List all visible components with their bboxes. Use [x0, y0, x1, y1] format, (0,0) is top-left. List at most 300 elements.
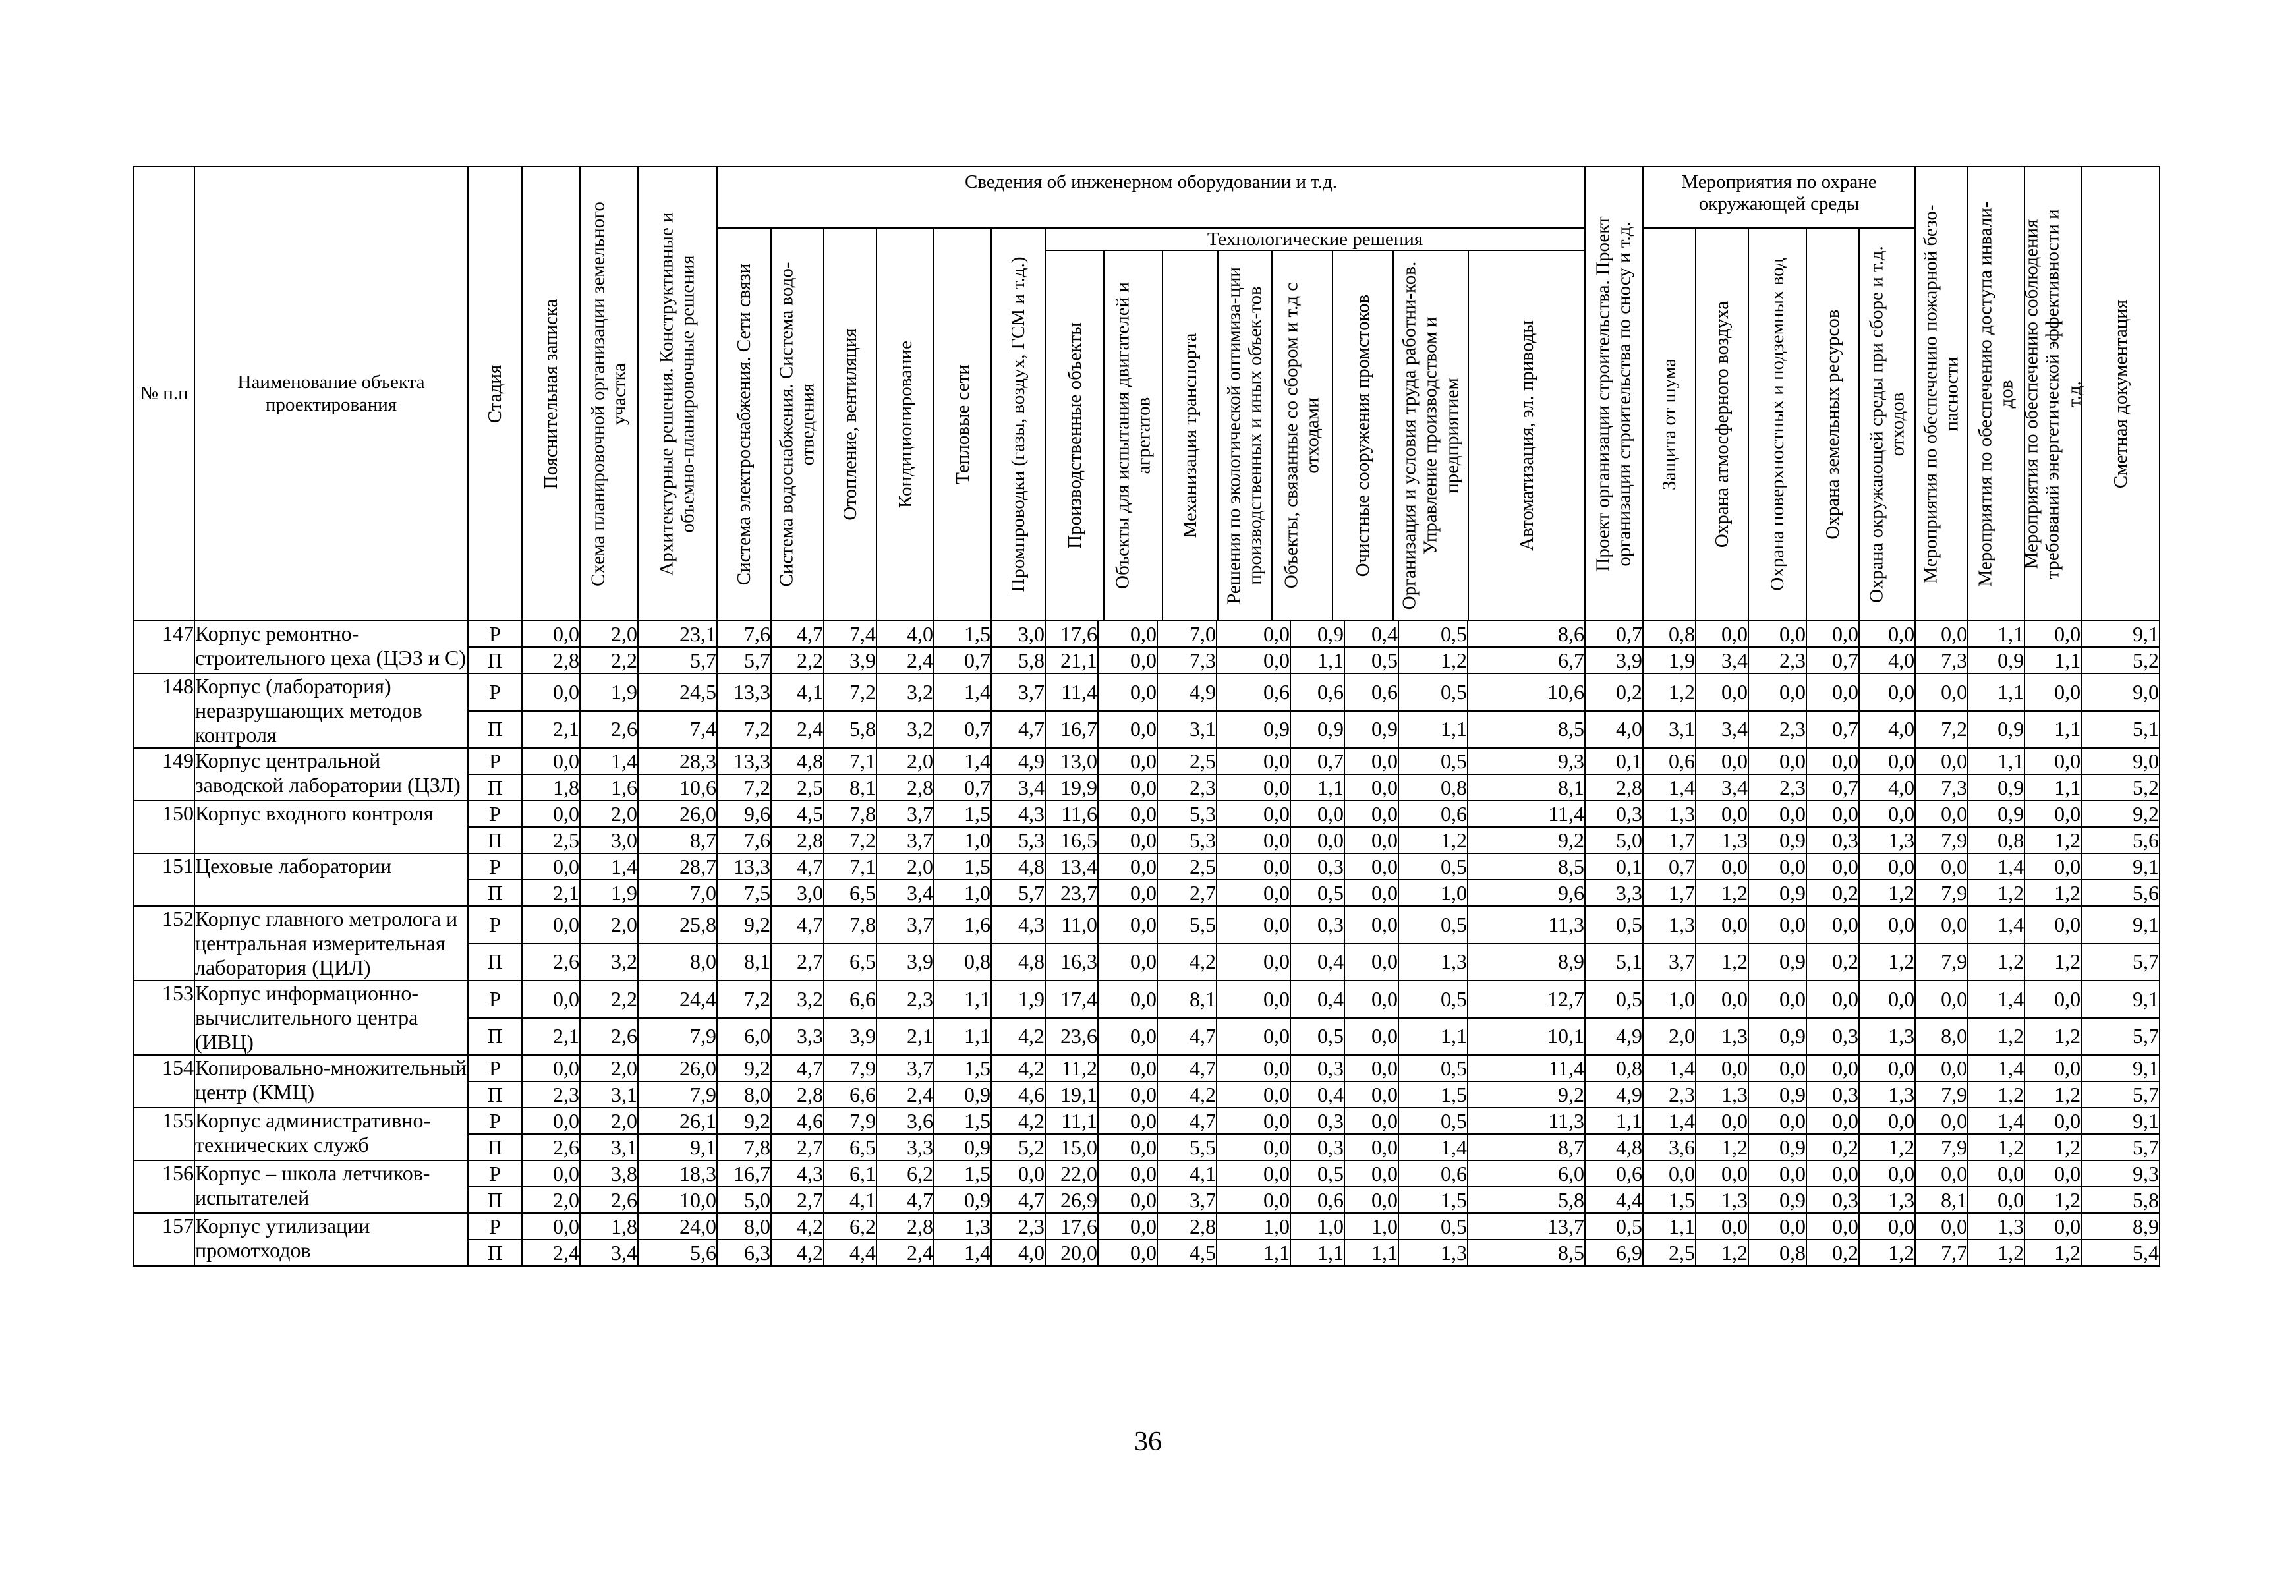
value-cell: 1,3 [934, 1213, 991, 1240]
value-cell: 3,7 [1157, 1187, 1217, 1213]
header-fire: Мероприятия по обеспечению пожарной безо-пасности [1915, 167, 1968, 621]
value-cell: 0,5 [1585, 906, 1643, 944]
value-cell: 0,9 [1748, 1187, 1806, 1213]
value-cell: 4,2 [991, 1018, 1045, 1056]
value-cell: 1,1 [1290, 647, 1344, 673]
value-cell: 4,0 [1859, 711, 1915, 749]
value-cell: 1,2 [1398, 647, 1468, 673]
value-cell: 1,3 [1696, 1081, 1748, 1108]
value-cell: 4,7 [771, 1055, 824, 1081]
value-cell: 1,2 [2024, 1081, 2081, 1108]
value-cell: 4,7 [991, 1187, 1045, 1213]
value-cell: 0,0 [522, 1160, 580, 1187]
value-cell: 1,1 [1290, 774, 1344, 801]
value-cell: 0,0 [1748, 621, 1806, 647]
value-cell: 0,0 [1217, 944, 1290, 981]
value-cell: 5,7 [2081, 1018, 2160, 1056]
value-cell: 4,4 [1585, 1187, 1643, 1213]
value-cell: 1,9 [580, 880, 638, 906]
value-cell: 17,4 [1045, 981, 1098, 1018]
value-cell: 12,7 [1468, 981, 1585, 1018]
value-cell: 7,7 [1915, 1240, 1968, 1266]
value-cell: 4,3 [991, 801, 1045, 827]
value-cell: 9,6 [1468, 880, 1585, 906]
stage-cell: П [468, 944, 522, 981]
value-cell: 5,7 [717, 647, 771, 673]
value-cell: 10,1 [1468, 1018, 1585, 1056]
value-cell: 2,2 [580, 981, 638, 1018]
header-stage: Стадия [468, 167, 522, 621]
value-cell: 13,3 [717, 853, 771, 880]
value-cell: 4,7 [771, 853, 824, 880]
value-cell: 0,0 [1915, 801, 1968, 827]
value-cell: 1,2 [1968, 880, 2024, 906]
value-cell: 0,5 [1398, 853, 1468, 880]
table-row [134, 1160, 2160, 1187]
value-cell: 0,9 [1290, 711, 1344, 749]
value-cell: 0,0 [2024, 621, 2081, 647]
value-cell: 2,7 [771, 1187, 824, 1213]
value-cell: 3,4 [991, 774, 1045, 801]
value-cell: 16,7 [1045, 711, 1098, 749]
stage-cell: П [468, 1187, 522, 1213]
value-cell: 0,0 [1290, 801, 1344, 827]
value-cell: 2,8 [771, 827, 824, 853]
value-cell: 24,4 [638, 981, 717, 1018]
value-cell: 4,1 [771, 673, 824, 711]
value-cell: 9,2 [717, 1108, 771, 1134]
value-cell: 5,1 [2081, 711, 2160, 749]
value-cell: 6,5 [824, 944, 876, 981]
value-cell: 2,1 [522, 1018, 580, 1056]
value-cell: 1,0 [1344, 1213, 1398, 1240]
value-cell: 7,2 [824, 827, 876, 853]
header-heating: Отопление, вентиляция [824, 228, 876, 621]
header-construction-org: Проект организации строительства. Проект организации строительства по сносу и т.д. [1585, 167, 1643, 621]
header-energy: Мероприятия по обеспечению соблюдения требований энергетической эффективности и т.д. [2024, 167, 2081, 621]
value-cell: 15,0 [1045, 1134, 1098, 1160]
value-cell: 10,6 [638, 774, 717, 801]
value-cell: 2,6 [580, 1187, 638, 1213]
value-cell: 0,4 [1290, 1081, 1344, 1108]
value-cell: 0,0 [1217, 981, 1290, 1018]
value-cell: 4,0 [876, 621, 934, 647]
value-cell: 4,9 [1157, 673, 1217, 711]
value-cell: 0,0 [522, 748, 580, 774]
value-cell: 8,9 [1468, 944, 1585, 981]
value-cell: 1,1 [1398, 711, 1468, 749]
value-cell: 1,2 [1859, 1134, 1915, 1160]
value-cell: 5,5 [1157, 1134, 1217, 1160]
value-cell: 0,6 [1643, 748, 1696, 774]
header-water: Система водоснабжения. Система водо-отведения [771, 228, 824, 621]
row-number: 148 [134, 673, 194, 748]
value-cell: 2,5 [1157, 853, 1217, 880]
value-cell: 7,9 [1915, 1081, 1968, 1108]
value-cell: 5,3 [1157, 801, 1217, 827]
value-cell: 0,0 [1217, 906, 1290, 944]
value-cell: 0,6 [1344, 673, 1398, 711]
value-cell: 4,3 [771, 1160, 824, 1187]
value-cell: 0,8 [1398, 774, 1468, 801]
value-cell: 2,0 [522, 1187, 580, 1213]
value-cell: 9,0 [2081, 673, 2160, 711]
value-cell: 7,4 [824, 621, 876, 647]
value-cell: 4,2 [1157, 1081, 1217, 1108]
value-cell: 7,0 [1157, 621, 1217, 647]
value-cell: 3,4 [876, 880, 934, 906]
value-cell: 0,0 [1915, 1213, 1968, 1240]
header-water-protection: Охрана поверхностных и подземных вод [1748, 228, 1806, 621]
value-cell: 16,3 [1045, 944, 1098, 981]
value-cell: 5,5 [1157, 906, 1217, 944]
header-air: Охрана атмосферного воздуха [1696, 228, 1748, 621]
value-cell: 3,4 [1696, 774, 1748, 801]
row-number: 155 [134, 1108, 194, 1160]
value-cell: 5,3 [1157, 827, 1217, 853]
value-cell: 1,1 [934, 1018, 991, 1056]
value-cell: 0,9 [1748, 827, 1806, 853]
value-cell: 1,2 [2024, 880, 2081, 906]
value-cell: 0,0 [522, 906, 580, 944]
value-cell: 7,9 [1915, 944, 1968, 981]
value-cell: 2,6 [580, 1018, 638, 1056]
value-cell: 2,6 [580, 711, 638, 749]
value-cell: 1,0 [1217, 1213, 1290, 1240]
page-number: 36 [1134, 1427, 1162, 1457]
value-cell: 9,2 [1468, 1081, 1585, 1108]
value-cell: 2,8 [522, 647, 580, 673]
value-cell: 1,4 [934, 748, 991, 774]
header-waste-env: Охрана окружающей среды при сборе и т.д. отходов [1859, 228, 1915, 621]
value-cell: 0,0 [2024, 853, 2081, 880]
value-cell: 2,8 [876, 774, 934, 801]
value-cell: 8,1 [717, 944, 771, 981]
value-cell: 8,0 [1915, 1018, 1968, 1056]
header-labor: Организация и условия труда работни-ков. Управление производством и предприятием [1394, 251, 1469, 620]
value-cell: 0,0 [1915, 981, 1968, 1018]
value-cell: 0,0 [1696, 673, 1748, 711]
value-cell: 3,4 [1696, 647, 1748, 673]
value-cell: 4,8 [991, 944, 1045, 981]
value-cell: 0,0 [1806, 1160, 1859, 1187]
value-cell: 0,0 [1748, 673, 1806, 711]
value-cell: 4,9 [1585, 1081, 1643, 1108]
value-cell: 0,3 [1290, 1108, 1344, 1134]
value-cell: 19,1 [1045, 1081, 1098, 1108]
value-cell: 0,3 [1290, 1134, 1344, 1160]
value-cell: 7,0 [638, 880, 717, 906]
value-cell: 8,1 [1157, 981, 1217, 1018]
value-cell: 2,4 [876, 1240, 934, 1266]
row-number: 153 [134, 981, 194, 1055]
value-cell: 2,8 [1157, 1213, 1217, 1240]
value-cell: 11,1 [1045, 1108, 1098, 1134]
value-cell: 6,0 [1468, 1160, 1585, 1187]
value-cell: 0,0 [1098, 1213, 1157, 1240]
value-cell: 0,0 [1748, 1055, 1806, 1081]
value-cell: 24,5 [638, 673, 717, 711]
value-cell: 1,1 [2024, 711, 2081, 749]
value-cell: 0,4 [1290, 981, 1344, 1018]
value-cell: 0,2 [1806, 944, 1859, 981]
value-cell: 0,0 [1217, 621, 1290, 647]
value-cell: 1,4 [580, 853, 638, 880]
value-cell: 4,8 [1585, 1134, 1643, 1160]
value-cell: 5,2 [991, 1134, 1045, 1160]
value-cell: 9,1 [2081, 981, 2160, 1018]
header-ecology-opt: Решения по экологической оптимиза-ции производственных и иных объек-тов [1219, 251, 1273, 620]
stage-cell: Р [468, 853, 522, 880]
value-cell: 1,4 [934, 1240, 991, 1266]
value-cell: 0,0 [1344, 1134, 1398, 1160]
value-cell: 7,3 [1157, 647, 1217, 673]
value-cell: 8,7 [638, 827, 717, 853]
value-cell: 7,8 [824, 801, 876, 827]
value-cell: 2,0 [580, 1055, 638, 1081]
header-conditioning: Кондиционирование [876, 228, 934, 621]
value-cell: 4,0 [1585, 711, 1643, 749]
value-cell: 1,1 [1344, 1240, 1398, 1266]
table-row [134, 748, 2160, 774]
value-cell: 0,0 [1217, 1108, 1290, 1134]
value-cell: 3,2 [580, 944, 638, 981]
value-cell: 0,0 [1915, 853, 1968, 880]
value-cell: 0,0 [1859, 1108, 1915, 1134]
value-cell: 4,6 [991, 1081, 1045, 1108]
value-cell: 3,7 [876, 801, 934, 827]
value-cell: 13,3 [717, 673, 771, 711]
value-cell: 0,0 [1968, 1160, 2024, 1187]
value-cell: 0,0 [2024, 1160, 2081, 1187]
value-cell: 0,0 [1806, 981, 1859, 1018]
value-cell: 0,5 [1398, 748, 1468, 774]
value-cell: 3,0 [991, 621, 1045, 647]
value-cell: 0,6 [1290, 673, 1344, 711]
value-cell: 1,2 [1696, 880, 1748, 906]
value-cell: 1,1 [1585, 1108, 1643, 1134]
value-cell: 0,0 [1806, 1108, 1859, 1134]
value-cell: 5,7 [991, 880, 1045, 906]
value-cell: 3,8 [580, 1160, 638, 1187]
value-cell: 7,5 [717, 880, 771, 906]
value-cell: 2,1 [522, 880, 580, 906]
value-cell: 3,2 [771, 981, 824, 1018]
value-cell: 2,6 [522, 1134, 580, 1160]
value-cell: 0,0 [1098, 1055, 1157, 1081]
value-cell: 0,0 [1344, 906, 1398, 944]
value-cell: 0,0 [1806, 853, 1859, 880]
value-cell: 17,6 [1045, 1213, 1098, 1240]
value-cell: 0,0 [1344, 853, 1398, 880]
value-cell: 0,9 [1748, 1134, 1806, 1160]
value-cell: 8,5 [1468, 711, 1585, 749]
value-cell: 1,9 [1643, 647, 1696, 673]
value-cell: 0,0 [1344, 801, 1398, 827]
value-cell: 4,4 [824, 1240, 876, 1266]
value-cell: 0,5 [1398, 1108, 1468, 1134]
value-cell: 2,7 [1157, 880, 1217, 906]
value-cell: 0,3 [1806, 827, 1859, 853]
object-name: Корпус центральной заводской лаборатории (ЦЗЛ) [194, 748, 468, 801]
value-cell: 23,1 [638, 621, 717, 647]
value-cell: 3,9 [824, 647, 876, 673]
value-cell: 1,5 [934, 1160, 991, 1187]
value-cell: 0,9 [934, 1187, 991, 1213]
value-cell: 2,8 [1585, 774, 1643, 801]
value-cell: 7,9 [824, 1108, 876, 1134]
value-cell: 24,0 [638, 1213, 717, 1240]
value-cell: 8,5 [1468, 1240, 1585, 1266]
value-cell: 4,5 [771, 801, 824, 827]
value-cell: 26,9 [1045, 1187, 1098, 1213]
value-cell: 0,0 [1344, 1081, 1398, 1108]
value-cell: 1,1 [1643, 1213, 1696, 1240]
value-cell: 1,2 [1696, 944, 1748, 981]
value-cell: 2,3 [1643, 1081, 1696, 1108]
value-cell: 13,4 [1045, 853, 1098, 880]
value-cell: 6,7 [1468, 647, 1585, 673]
value-cell: 0,0 [1748, 1213, 1806, 1240]
value-cell: 5,6 [638, 1240, 717, 1266]
value-cell: 0,3 [1290, 853, 1344, 880]
row-number: 152 [134, 906, 194, 981]
header-name: Наименование объекта проектирования [194, 167, 468, 621]
value-cell: 1,0 [1398, 880, 1468, 906]
value-cell: 2,0 [580, 906, 638, 944]
value-cell: 4,1 [1157, 1160, 1217, 1187]
value-cell: 7,8 [824, 906, 876, 944]
value-cell: 0,0 [522, 1108, 580, 1134]
stage-cell: П [468, 1134, 522, 1160]
stage-cell: П [468, 1018, 522, 1056]
value-cell: 4,2 [1157, 944, 1217, 981]
value-cell: 1,1 [1968, 621, 2024, 647]
value-cell: 3,9 [824, 1018, 876, 1056]
value-cell: 3,4 [580, 1240, 638, 1266]
value-cell: 8,0 [717, 1213, 771, 1240]
value-cell: 1,2 [2024, 944, 2081, 981]
value-cell: 1,9 [580, 673, 638, 711]
value-cell: 0,7 [934, 711, 991, 749]
value-cell: 2,8 [771, 1081, 824, 1108]
value-cell: 1,4 [1643, 774, 1696, 801]
value-cell: 1,4 [580, 748, 638, 774]
value-cell: 28,7 [638, 853, 717, 880]
header-disabled: Мероприятия по обеспечению доступа инвали-дов [1968, 167, 2024, 621]
value-cell: 1,2 [1968, 944, 2024, 981]
value-cell: 0,0 [1806, 673, 1859, 711]
value-cell: 2,3 [1748, 711, 1806, 749]
value-cell: 7,4 [638, 711, 717, 749]
value-cell: 0,0 [1859, 1213, 1915, 1240]
value-cell: 1,3 [1696, 1187, 1748, 1213]
value-cell: 0,5 [1398, 673, 1468, 711]
value-cell: 0,0 [1344, 1108, 1398, 1134]
value-cell: 11,4 [1045, 673, 1098, 711]
value-cell: 0,0 [2024, 1108, 2081, 1134]
value-cell: 5,7 [2081, 1134, 2160, 1160]
stage-cell: Р [468, 1213, 522, 1240]
value-cell: 1,8 [522, 774, 580, 801]
value-cell: 0,1 [1585, 853, 1643, 880]
value-cell: 1,1 [1217, 1240, 1290, 1266]
value-cell: 4,9 [1585, 1018, 1643, 1056]
value-cell: 8,1 [824, 774, 876, 801]
value-cell: 2,2 [771, 647, 824, 673]
value-cell: 0,0 [2024, 748, 2081, 774]
stage-cell: Р [468, 621, 522, 647]
stage-cell: Р [468, 1055, 522, 1081]
value-cell: 7,2 [717, 774, 771, 801]
value-cell: 0,9 [1748, 944, 1806, 981]
value-cell: 0,7 [1806, 774, 1859, 801]
value-cell: 0,0 [2024, 981, 2081, 1018]
value-cell: 0,0 [1859, 673, 1915, 711]
row-number: 156 [134, 1160, 194, 1213]
value-cell: 0,0 [1344, 774, 1398, 801]
value-cell: 3,6 [1643, 1134, 1696, 1160]
stage-cell: Р [468, 673, 522, 711]
value-cell: 5,8 [1468, 1187, 1585, 1213]
value-cell: 0,0 [1859, 748, 1915, 774]
value-cell: 1,5 [1398, 1081, 1468, 1108]
value-cell: 0,2 [1806, 1240, 1859, 1266]
value-cell: 4,2 [771, 1240, 824, 1266]
object-name: Цеховые лаборатории [194, 853, 468, 906]
value-cell: 0,0 [522, 981, 580, 1018]
value-cell: 0,3 [1806, 1018, 1859, 1056]
value-cell: 5,0 [717, 1187, 771, 1213]
value-cell: 0,0 [1098, 711, 1157, 749]
value-cell: 9,1 [2081, 1108, 2160, 1134]
value-cell: 1,5 [934, 1055, 991, 1081]
value-cell: 3,0 [580, 827, 638, 853]
value-cell: 0,7 [1806, 711, 1859, 749]
value-cell: 0,0 [1696, 906, 1748, 944]
value-cell: 0,5 [1290, 1160, 1344, 1187]
stage-cell: Р [468, 1108, 522, 1134]
value-cell: 0,0 [1915, 673, 1968, 711]
value-cell: 7,3 [1915, 774, 1968, 801]
value-cell: 0,0 [1344, 748, 1398, 774]
value-cell: 1,1 [934, 981, 991, 1018]
value-cell: 1,1 [2024, 774, 2081, 801]
table-row [134, 801, 2160, 827]
value-cell: 3,2 [876, 673, 934, 711]
value-cell: 5,7 [2081, 944, 2160, 981]
value-cell: 9,0 [2081, 748, 2160, 774]
value-cell: 0,0 [991, 1160, 1045, 1187]
value-cell: 2,1 [876, 1018, 934, 1056]
value-cell: 9,2 [2081, 801, 2160, 827]
value-cell: 0,0 [1344, 1160, 1398, 1187]
value-cell: 9,1 [2081, 621, 2160, 647]
value-cell: 5,2 [2081, 774, 2160, 801]
row-number: 150 [134, 801, 194, 853]
value-cell: 2,5 [522, 827, 580, 853]
value-cell: 0,0 [1806, 906, 1859, 944]
value-cell: 0,0 [1344, 1187, 1398, 1213]
value-cell: 0,0 [1806, 801, 1859, 827]
value-cell: 13,7 [1468, 1213, 1585, 1240]
value-cell: 0,0 [1748, 1108, 1806, 1134]
value-cell: 6,9 [1585, 1240, 1643, 1266]
value-cell: 9,1 [2081, 853, 2160, 880]
value-cell: 0,0 [1217, 801, 1290, 827]
value-cell: 1,4 [1968, 981, 2024, 1018]
value-cell: 8,1 [1915, 1187, 1968, 1213]
